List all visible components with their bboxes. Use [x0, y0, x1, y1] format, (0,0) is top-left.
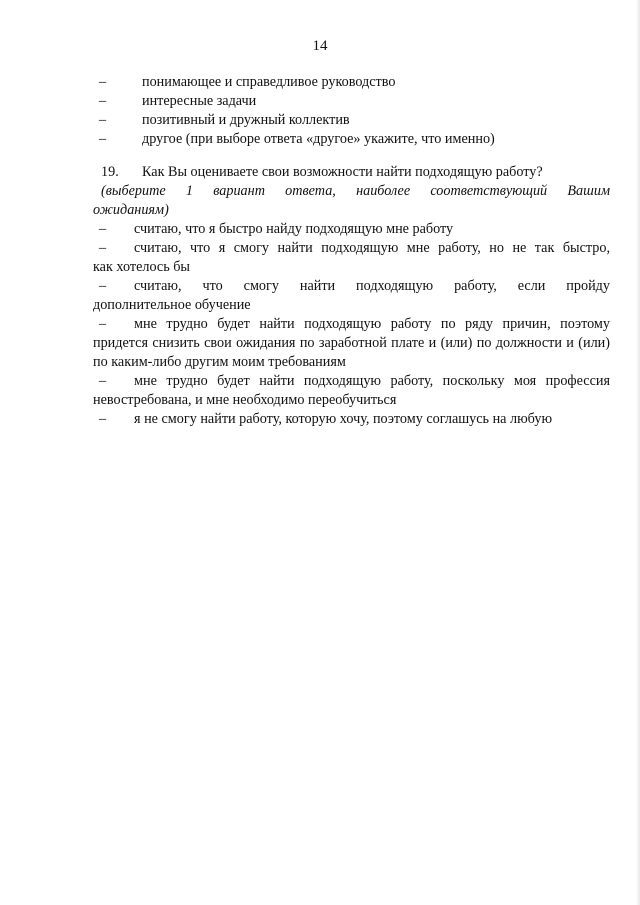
dash-marker: – [99, 278, 107, 294]
question-heading [93, 163, 610, 182]
dash-marker: – [99, 112, 107, 128]
answer-text: считаю, что я смогу найти подходящую мне работу, но не так быстро, [134, 240, 610, 256]
answer-text: мне трудно будет найти подходящую работу, поскольку моя профессия [134, 373, 610, 389]
answer-text: по каким-либо другим моим требованиям [93, 354, 346, 370]
answer-option [93, 277, 610, 315]
answer-text: как хотелось бы [93, 259, 190, 275]
answer-option [93, 239, 610, 277]
instruction-line: ожиданиям) [93, 202, 169, 218]
page-number: 14 [312, 38, 328, 54]
answer-text: я не смогу найти работу, которую хочу, поэтому соглашусь на любую [134, 411, 553, 427]
scan-edge [636, 0, 640, 905]
answer-option [93, 372, 610, 410]
instruction-line: (выберите 1 вариант ответа, наиболее соответствующий Вашим [101, 183, 610, 199]
dash-marker: – [99, 316, 107, 332]
list-item-text: интересные задачи [142, 93, 257, 109]
list-item [93, 92, 610, 111]
answer-text: дополнительное обучение [93, 297, 251, 313]
answer-option [93, 220, 610, 239]
dash-marker: – [99, 221, 107, 237]
dash-marker: – [99, 240, 107, 256]
list-item-text: другое (при выборе ответа «другое» укажите, что именно) [142, 131, 495, 147]
answer-text: мне трудно будет найти подходящую работу по ряду причин, поэтому [134, 316, 610, 332]
dash-marker: – [99, 131, 107, 147]
page-content [93, 73, 610, 429]
answer-option [93, 315, 610, 372]
dash-marker: – [99, 93, 107, 109]
question-text: Как Вы оцениваете свои возможности найти подходящую работу? [142, 164, 543, 180]
dash-marker: – [99, 373, 107, 389]
question-instruction [93, 182, 610, 220]
list-item [93, 73, 610, 92]
answer-text: считаю, что я быстро найду подходящую мне работу [134, 221, 454, 237]
answer-option [93, 410, 610, 429]
list-item-text: понимающее и справедливое руководство [142, 74, 396, 90]
answer-text: невостребована, и мне необходимо переобучиться [93, 392, 397, 408]
answer-text: придется снизить свои ожидания по заработной плате и (или) по должности и (или) [93, 335, 610, 351]
list-item [93, 111, 610, 130]
list-item [93, 130, 610, 149]
question-number: 19. [101, 164, 119, 180]
dash-marker: – [99, 411, 107, 427]
dash-marker: – [99, 74, 107, 90]
list-item-text: позитивный и дружный коллектив [142, 112, 350, 128]
answer-text: считаю, что смогу найти подходящую работу, если пройду [134, 278, 610, 294]
